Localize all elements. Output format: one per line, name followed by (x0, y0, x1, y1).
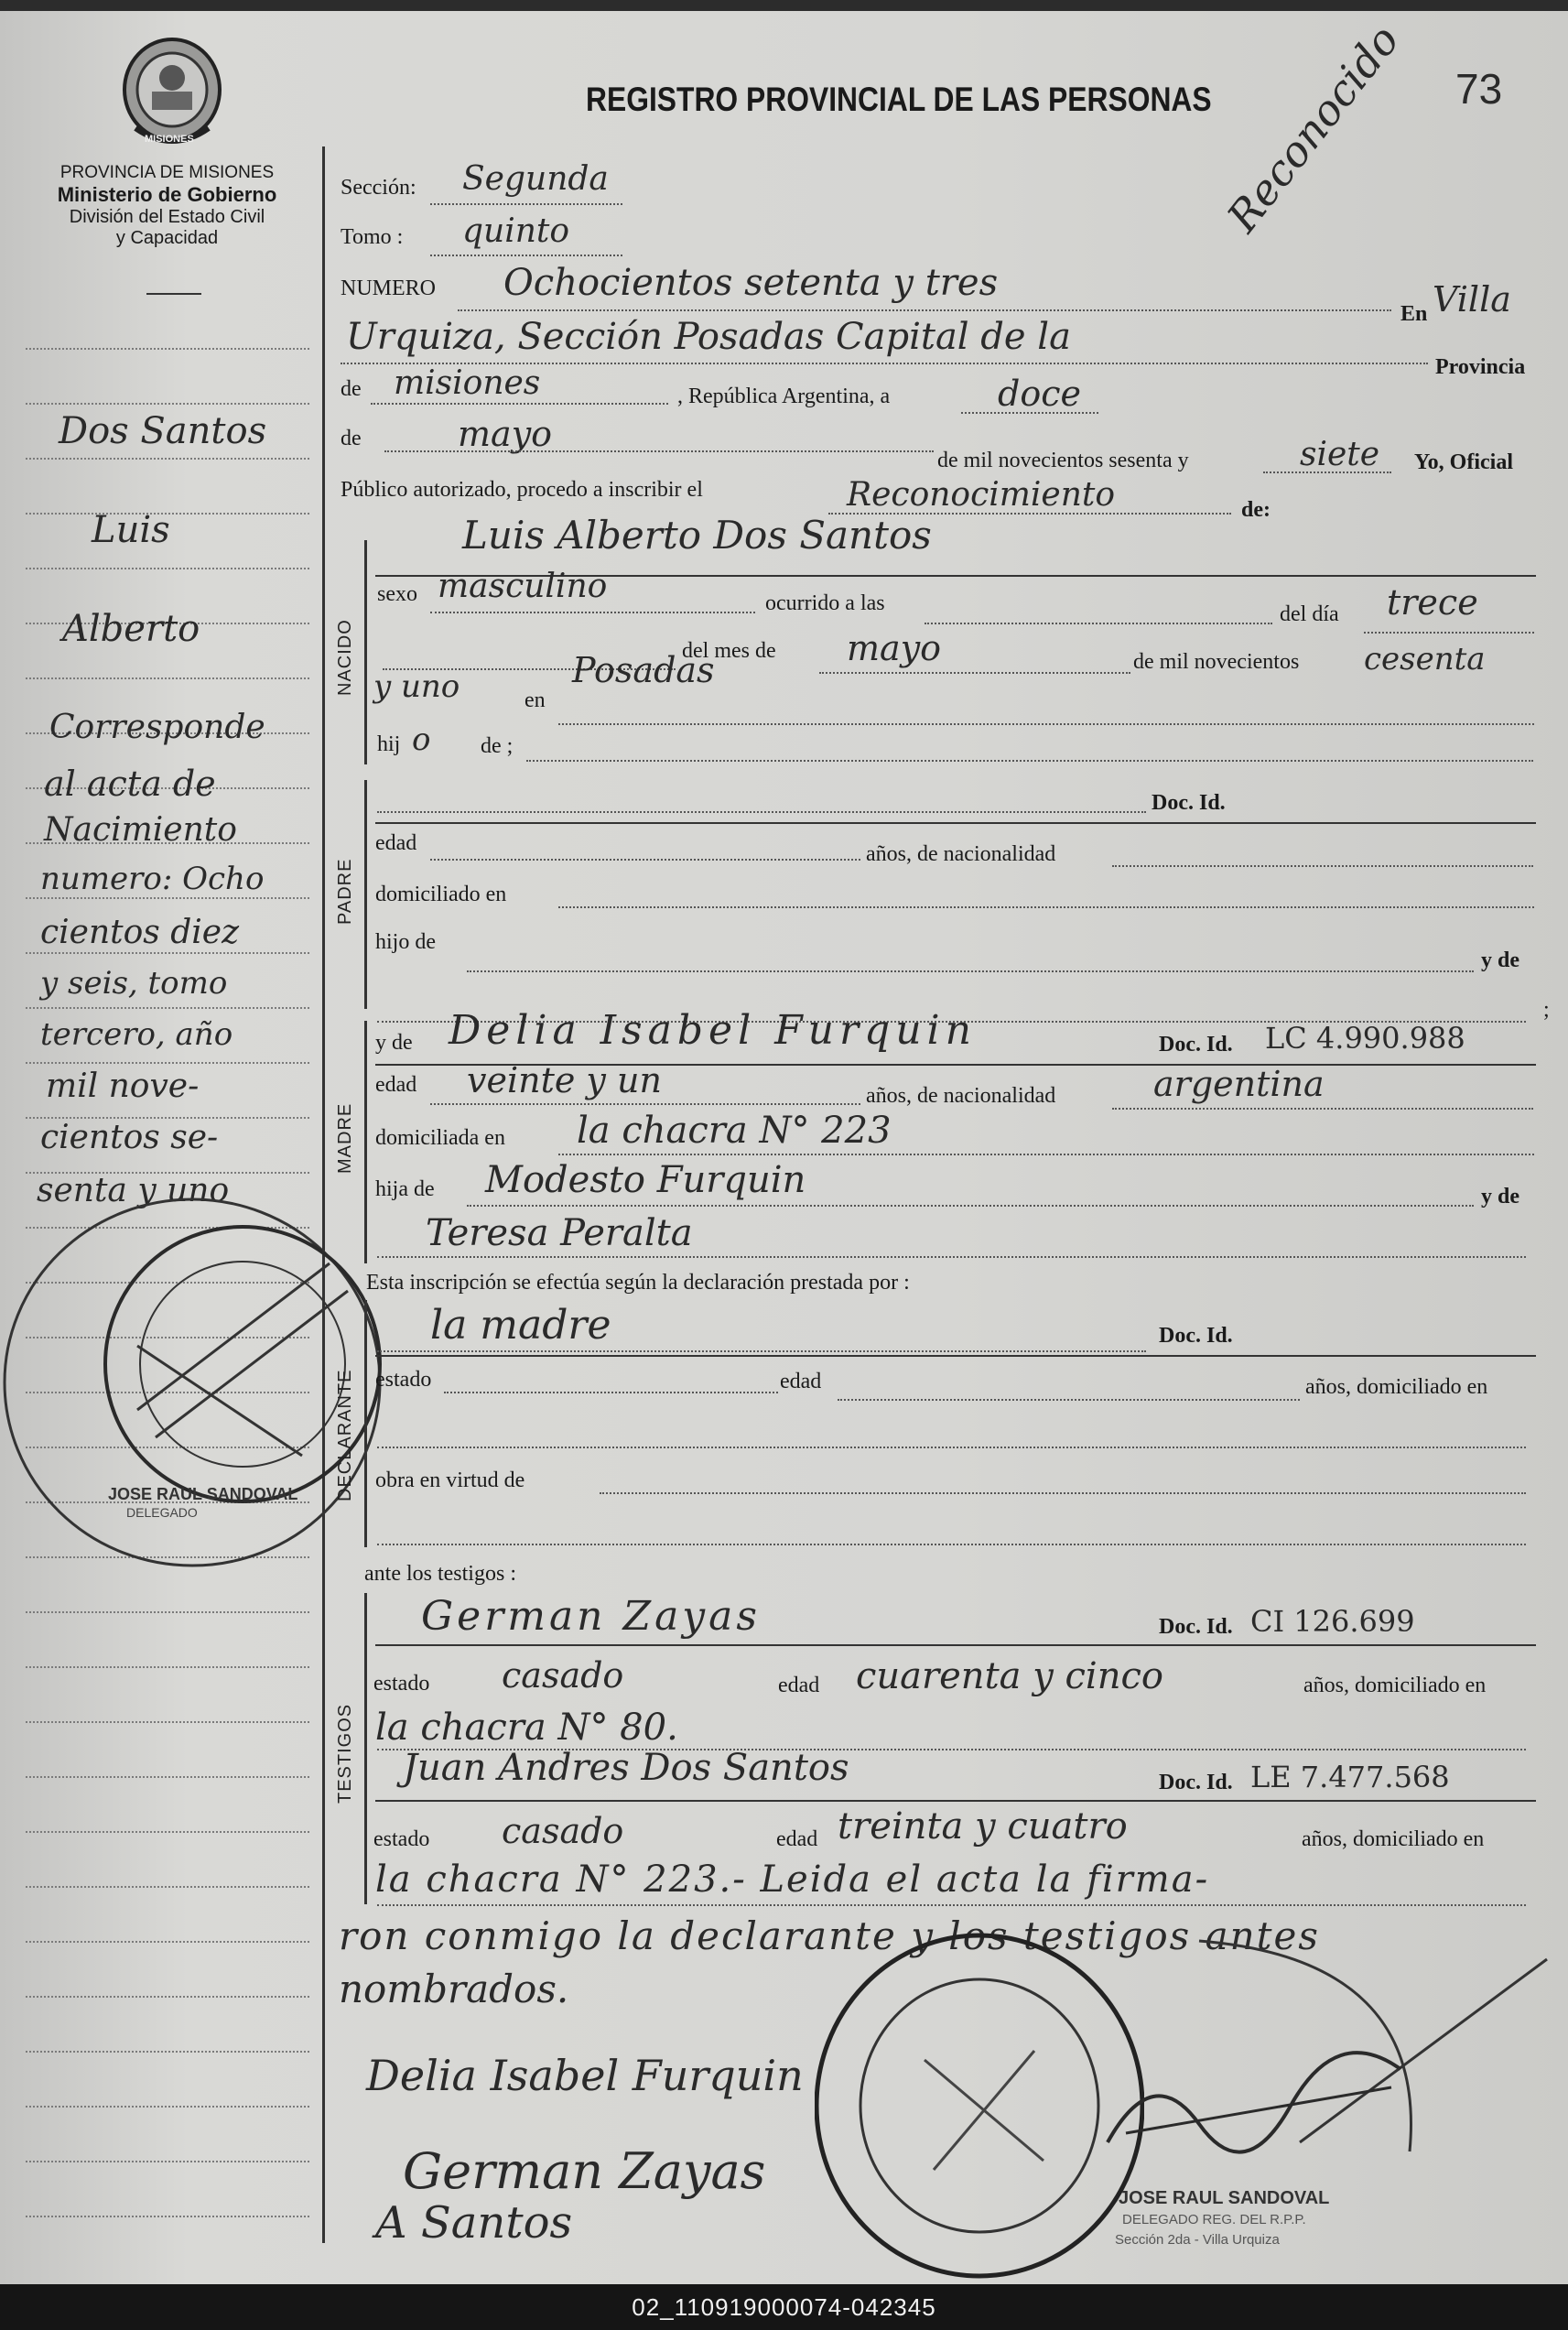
madre-hija-label: hija de (375, 1177, 435, 1201)
numero-line (458, 309, 1391, 311)
madre-padres-value: Modesto Furquin (485, 1159, 806, 1201)
anio-line (1263, 471, 1391, 473)
folio-number: 73 (1455, 65, 1503, 113)
mes-line (384, 450, 934, 452)
cierre-line-2: nombrados. (339, 1967, 569, 2011)
left-delegation-stamp (0, 1163, 384, 1584)
cierre-line-1: ron conmigo la declarante y los testigos antes (339, 1913, 1320, 1958)
padre-domicilio-label: domiciliado en (375, 883, 507, 906)
seccion-line (430, 203, 622, 205)
seccion-label: Sección: (341, 176, 416, 200)
seal-caption: MISIONES (145, 134, 194, 145)
margin-note-line: numero: Ocho (40, 861, 265, 897)
en-value: Villa (1433, 279, 1511, 320)
padre-section-label: PADRE (335, 858, 355, 925)
de2-label: de (341, 427, 362, 450)
madre-domicilio-label: domiciliada en (375, 1126, 505, 1150)
testigo1-edad-label: edad (778, 1674, 820, 1697)
officer-signature (1098, 2051, 1410, 2170)
reconocido-annotation: Reconocido (1217, 16, 1409, 242)
margin-note-line: Alberto (62, 608, 200, 650)
padre-docid-label: Doc. Id. (1152, 791, 1226, 815)
officer-place: Sección 2da - Villa Urquiza (1115, 2232, 1280, 2248)
lugar-line (558, 723, 1534, 725)
hijo-de-label: de ; (481, 734, 514, 758)
testigo2-rule (375, 1800, 1536, 1802)
nacido-section-label: NACIDO (335, 619, 355, 696)
declarante-nombre-value: la madre (430, 1302, 611, 1349)
mes-label: del mes de (682, 639, 776, 663)
testigo2-estado-label: estado (373, 1827, 430, 1851)
padre-hijo-line (467, 970, 1474, 972)
nacido-anio2-value: y uno (373, 668, 460, 705)
margin-note-line: Nacimiento (44, 811, 237, 849)
nacido-bracket (364, 540, 367, 764)
testigo1-docid: CI 126.699 (1250, 1604, 1415, 1639)
dia-label: del día (1280, 602, 1339, 626)
page-title: REGISTRO PROVINCIAL DE LAS PERSONAS (586, 81, 1212, 118)
numero-value: Ochocientos setenta y tres (503, 262, 999, 304)
testigo1-rule (375, 1644, 1536, 1646)
mil-label: de mil novecientos sesenta y (937, 449, 1189, 472)
madre-yde-label: y de (375, 1031, 413, 1055)
sexo-line (430, 612, 755, 613)
acto-value: Reconocimiento (847, 476, 1116, 514)
testigo1-estado: casado (502, 1655, 624, 1696)
madre-madre-value: Teresa Peralta (426, 1212, 693, 1254)
padre-edad-line (430, 859, 860, 861)
declarante-domicilio-label: años, domiciliado en (1305, 1375, 1488, 1399)
testigo2-domicilio-label: años, domiciliado en (1302, 1827, 1485, 1851)
sexo-label: sexo (377, 582, 417, 606)
dia-line (961, 412, 1098, 414)
mes-value: mayo (458, 414, 553, 454)
coat-of-arms-seal (117, 37, 227, 157)
declarante-nombre-line (377, 1350, 1146, 1352)
ministry-name: Ministerio de Gobierno (57, 183, 277, 206)
madre-nac-line (1112, 1108, 1533, 1110)
scan-top-edge (0, 0, 1568, 11)
declarante-estado-line (444, 1392, 778, 1393)
padre-hijo-label: hijo de (375, 930, 436, 954)
nacido-dia-line (1364, 632, 1534, 634)
nacido-dia-value: trece (1387, 582, 1478, 623)
declarante-rule (375, 1355, 1536, 1357)
margin-note-line: y seis, tomo (40, 965, 228, 1002)
provincia-line (371, 403, 668, 405)
declarante-obra-line2 (377, 1544, 1526, 1545)
declarante-intro: Esta inscripción se efectúa según la declaración prestada por : (366, 1271, 910, 1295)
padre-yde-label: y de (1481, 948, 1519, 972)
margin-note-line: al acta de (44, 764, 216, 804)
declarante-signature: Delia Isabel Furquin (366, 2051, 804, 2100)
tomo-value: quinto (462, 212, 570, 250)
hora-line (925, 623, 1272, 624)
nacido-mes-value: mayo (847, 628, 942, 668)
testigo1-nombre: German Zayas (421, 1593, 761, 1640)
madre-section-label: MADRE (335, 1102, 355, 1174)
scan-id-footer: 02_110919000074-042345 (0, 2284, 1568, 2330)
madre-madre-line (377, 1256, 1526, 1258)
hijo-label: hij (377, 732, 401, 756)
ministry-block (9, 163, 325, 249)
nombre-value: Luis Alberto Dos Santos (462, 513, 932, 558)
officer-name: JOSE RAUL SANDOVAL (1119, 2188, 1330, 2208)
testigo1-estado-label: estado (373, 1672, 430, 1696)
madre-yde2-label: y de (1481, 1185, 1519, 1208)
hijo-line (526, 760, 1533, 762)
madre-nacionalidad-label: años, de nacionalidad (866, 1084, 1056, 1108)
madre-nacionalidad-value: argentina (1153, 1064, 1325, 1104)
margin-note-line: cientos se- (40, 1119, 219, 1156)
republica-label: , República Argentina, a (677, 385, 891, 408)
madre-nombre-value: Delia Isabel Furquin (449, 1007, 977, 1054)
provincia-value: misiones (394, 364, 541, 402)
left-stamp-role: DELEGADO (126, 1505, 198, 1520)
padre-nacionalidad-label: años, de nacionalidad (866, 842, 1056, 866)
padre-nombre-line (377, 811, 1146, 813)
yo-label: Yo, Oficial (1414, 450, 1513, 474)
publico-label: Público autorizado, procedo a inscribir el (341, 478, 703, 502)
declarante-estado-label: estado (375, 1368, 432, 1392)
testigos-section-label: TESTIGOS (335, 1703, 355, 1804)
madre-edad-line (430, 1103, 860, 1105)
padre-bracket (364, 780, 367, 1009)
numero-label: NUMERO (341, 276, 437, 300)
de3-label: de: (1241, 498, 1271, 522)
seccion-value: Segunda (462, 160, 609, 198)
madre-docid-value: LC 4.990.988 (1265, 1021, 1465, 1056)
officer-role: DELEGADO REG. DEL R.P.P. (1122, 2212, 1306, 2227)
testigo2-domicilio: la chacra N° 223.- Leida el acta la firma- (375, 1859, 1210, 1901)
nacido-anio-value: cesenta (1364, 641, 1486, 677)
tomo-line (430, 255, 622, 256)
nacido-mil-label: de mil novecientos (1133, 650, 1300, 674)
testigo2-edad: treinta y cuatro (838, 1805, 1128, 1848)
testigo1-domicilio-label: años, domiciliado en (1303, 1674, 1487, 1697)
de-label: de (341, 377, 362, 401)
margin-note-line: mil nove- (46, 1067, 200, 1105)
padre-rule (375, 822, 1536, 824)
ocurrido-label: ocurrido a las (765, 591, 885, 615)
declarante-bracket (364, 1300, 367, 1547)
margin-note-line: Dos Santos (59, 410, 267, 452)
testigo2-estado: casado (502, 1811, 624, 1851)
place-value: Urquiza, Sección Posadas Capital de la (346, 316, 1071, 358)
padre-nac-line (1112, 865, 1533, 867)
nacido-mes-line (819, 672, 1130, 674)
nacido-en-label: en (524, 688, 546, 712)
declarante-section-label: DECLARANTE (335, 1369, 355, 1501)
madre-dom-line (558, 1154, 1534, 1155)
provincia-label: Provincia (1435, 355, 1526, 379)
anio-value: siete (1300, 436, 1380, 473)
tomo-label: Tomo : (341, 225, 404, 249)
padre-semicolon: ; (1543, 998, 1550, 1022)
testigo2-dom-line (377, 1904, 1526, 1906)
testigo2-nombre: Juan Andres Dos Santos (403, 1747, 849, 1789)
ministry-province: PROVINCIA DE MISIONES (59, 163, 275, 182)
ministry-division: División del Estado Civil (69, 207, 265, 227)
testigo1-domicilio: la chacra N° 80. (375, 1707, 678, 1749)
sexo-value: masculino (438, 568, 608, 605)
testigo2-docid: LE 7.477.568 (1250, 1760, 1450, 1794)
lugar-value: Posadas (572, 650, 715, 690)
declarante-docid-label: Doc. Id. (1159, 1324, 1233, 1348)
testigo1-signature: German Zayas (403, 2142, 766, 2200)
declarante-edad-label: edad (780, 1370, 822, 1393)
padre-edad-label: edad (375, 831, 417, 855)
madre-hija-line (467, 1205, 1474, 1207)
madre-docid-label: Doc. Id. (1159, 1033, 1233, 1057)
margin-note-line: Corresponde (49, 709, 265, 746)
madre-edad-label: edad (375, 1073, 417, 1097)
margin-note-line: Luis (92, 509, 170, 551)
madre-bracket (364, 1021, 367, 1263)
header-divider (146, 293, 201, 295)
madre-edad-value: veinte y un (467, 1060, 662, 1100)
testigo2-signature: A Santos (375, 2197, 573, 2249)
testigo1-edad: cuarenta y cinco (856, 1655, 1163, 1697)
declarante-obra-label: obra en virtud de (375, 1468, 525, 1492)
right-delegation-stamp (815, 1932, 1144, 2280)
margin-note-line: tercero, año (40, 1016, 233, 1053)
dia-value: doce (998, 374, 1081, 414)
declarante-obra-line (600, 1492, 1526, 1494)
ministry-capacity: y Capacidad (115, 228, 219, 248)
en-label: En (1400, 302, 1428, 326)
hijo-suffix: o (412, 721, 431, 758)
declarante-edad-line (838, 1399, 1300, 1401)
margin-note-line: senta y uno (37, 1172, 230, 1209)
left-stamp-name: JOSE RAUL SANDOVAL (108, 1485, 298, 1503)
testigo2-edad-label: edad (776, 1827, 818, 1851)
margin-note-line: cientos diez (40, 914, 240, 951)
padre-dom-line (558, 906, 1534, 908)
testigo2-docid-label: Doc. Id. (1159, 1771, 1233, 1794)
testigos-bracket (364, 1593, 367, 1904)
testigos-intro: ante los testigos : (364, 1562, 516, 1586)
declarante-dom-line (377, 1447, 1526, 1448)
madre-domicilio-value: la chacra N° 223 (577, 1110, 892, 1152)
testigo1-docid-label: Doc. Id. (1159, 1615, 1233, 1639)
